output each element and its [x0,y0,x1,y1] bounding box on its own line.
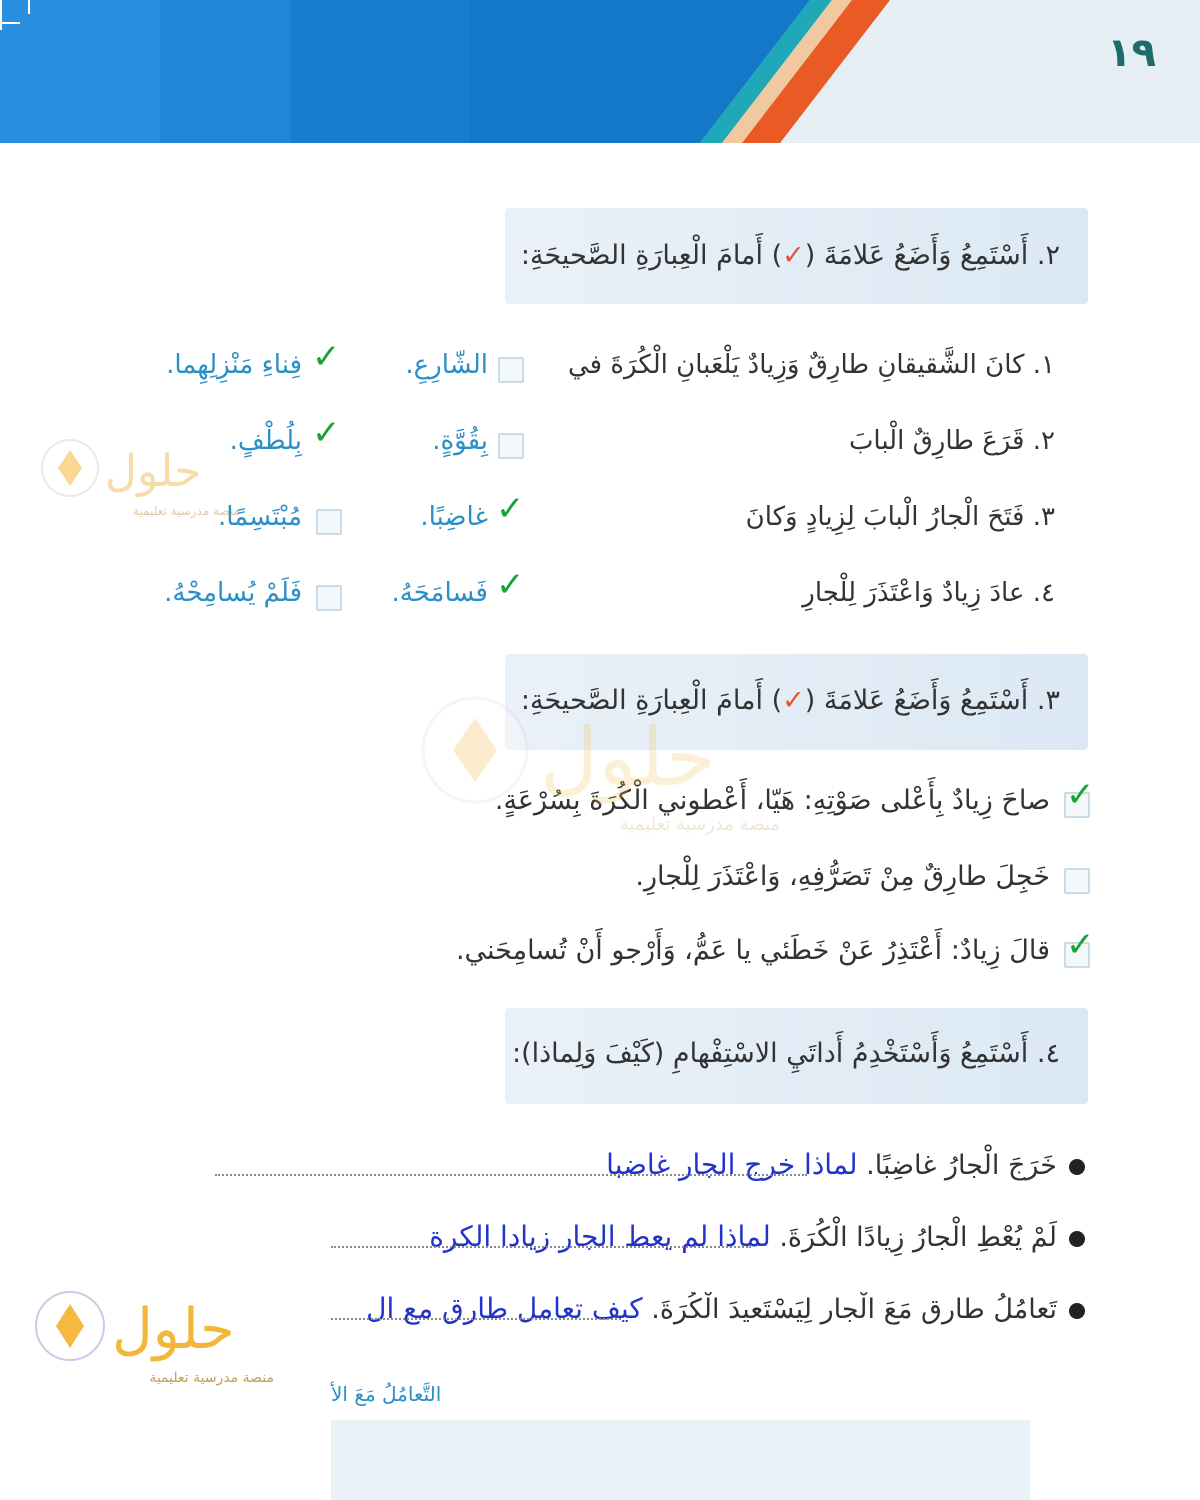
answer-text: لماذا لم يعط الجار زيادا الكرة [429,1220,771,1253]
question-4: ٤. عادَ زِيادٌ وَاعْتَذَرَ لِلْجارِ [802,578,1055,608]
option-3b: مُبْتَسِمًا. [217,502,302,532]
footer-box [331,1420,1030,1500]
question-item: لَمْ يُعْطِ الْجارُ زِيادًا الْكُرَةَ. لماذا لم يعط الجار زيادا الكرة [429,1220,1085,1253]
checkmark-icon: ✓ [312,413,341,453]
svg-text:حلول: حلول [112,1297,235,1362]
footer-label: التَّعامُلُ مَعَ الأ [331,1382,442,1406]
top-banner [0,0,1200,143]
option-3a: غاضِبًا. [420,502,488,532]
svg-text:حلول: حلول [105,446,202,497]
option-4b: فَلَمْ يُسامِحْهُ. [164,578,302,608]
option-2a: بِقُوَّةٍ. [432,426,488,456]
option-1a: الشّارِعِ. [405,350,488,380]
option-2b: بِلُطْفٍ. [229,426,302,456]
checkmark-icon: ✓ [782,685,805,716]
page-number: ١٩ [1107,30,1156,76]
checkbox[interactable] [498,433,524,459]
answer-line [215,1174,807,1176]
checkbox[interactable] [498,357,524,383]
option-1b: فِناءِ مَنْزِلِهِما. [166,350,302,380]
bullet-icon [1069,1231,1085,1247]
answer-line [331,1318,621,1320]
statement-1: صاحَ زِيادٌ بِأَعْلى صَوْتِهِ: هَيّا، أَعْطوني الْكُرَةَ بِسُرْعَةٍ. [494,785,1050,816]
checkbox[interactable] [1064,868,1090,894]
logo-icon [40,428,240,508]
checkbox[interactable] [316,585,342,611]
question-item: خَرَجَ الْجارُ غاضِبًا. لماذا خرج الجار غاضبا [606,1148,1085,1181]
statement-2: خَجِلَ طارِقٌ مِنْ تَصَرُّفِهِ، وَاعْتَذَرَ لِلْجارِ. [635,861,1050,892]
logo-icon [420,690,780,810]
section2-title: ٢. أَسْتَمِعُ وَأَضَعُ عَلامَةَ (✓) أَمامَ الْعِبارَةِ الصَّحيحَةِ: [520,240,1060,271]
answer-text: كيف تعامل طارق مع ال [366,1292,643,1325]
bullet-icon [1069,1303,1085,1319]
section4-title: ٤. أَسْتَمِعُ وَأَسْتَخْدِمُ أَداتَيِ الاسْتِفْهامِ (كَيْفَ وَلِماذا): [512,1038,1060,1069]
question-1: ١. كانَ الشَّقيقانِ طارِقٌ وَزِيادٌ يَلْعَبانِ الْكُرَةَ في [568,350,1055,380]
answer-text: لماذا خرج الجار غاضبا [606,1148,858,1181]
question-3: ٣. فَتَحَ الْجارُ الْبابَ لِزِيادٍ وَكانَ [745,502,1055,532]
checkmark-icon: ✓ [782,240,805,271]
question-2: ٢. قَرَعَ طارِقٌ الْبابَ [848,426,1055,456]
svg-text:حلول: حلول [540,711,716,804]
checkmark-icon: ✓ [1066,925,1095,965]
answer-line [331,1246,751,1248]
section3-title: ٣. أَسْتَمِعُ وَأَضَعُ عَلامَةَ (✓) أَمامَ الْعِبارَةِ الصَّحيحَةِ: [520,685,1060,716]
checkmark-icon: ✓ [496,565,525,605]
logo-icon [34,1286,274,1366]
question-item: تَعامُلُ طارِقٍ مَعَ الْجارِ لِيَسْتَعيدَ الْكُرَةَ. كيف تعامل طارق مع ال [366,1292,1085,1325]
watermark-logo: حلول منصة مدرسية تعليمية [40,428,240,518]
watermark-logo: حلول منصة مدرسية تعليمية [34,1286,274,1386]
statement-3: قالَ زِيادٌ: أَعْتَذِرُ عَنْ خَطَئي يا عَمُّ، وَأَرْجو أَنْ تُسامِحَني. [455,935,1050,966]
bullet-icon [1069,1159,1085,1175]
option-4a: فَسامَحَهُ. [391,578,488,608]
checkbox[interactable] [316,509,342,535]
checkmark-icon: ✓ [496,489,525,529]
checkmark-icon: ✓ [312,337,341,377]
checkmark-icon: ✓ [1066,775,1095,815]
watermark-logo: حلول منصة مدرسية تعليمية [420,690,780,835]
